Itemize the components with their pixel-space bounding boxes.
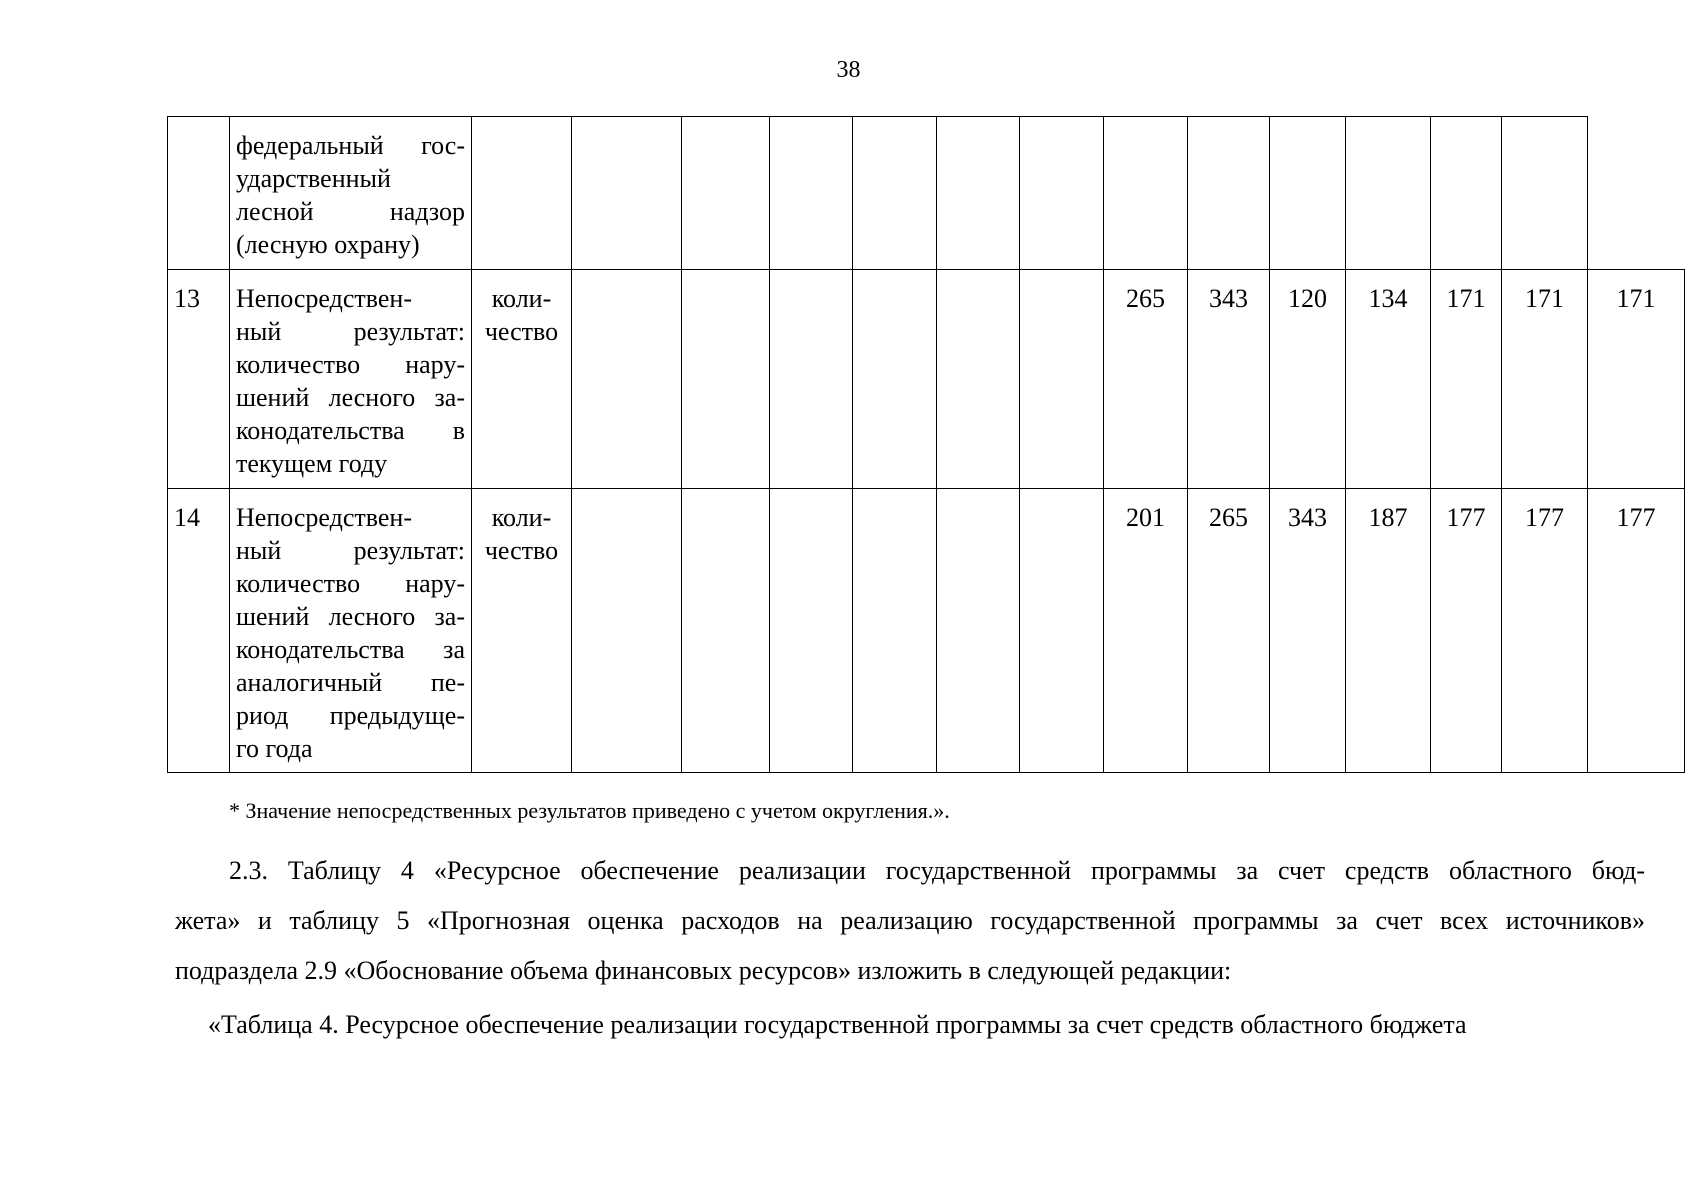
paragraph-line: подраздела 2.9 «Обоснование объема финансовых ресурсов» изложить в следующей редакции: [175, 956, 1232, 985]
unit-line: чество [484, 317, 559, 346]
value-cell [572, 489, 682, 773]
description-line: го года [236, 734, 313, 763]
row-number: 14 [168, 489, 230, 773]
value-cell: 177 [1502, 489, 1588, 773]
unit-line: коли- [491, 503, 552, 532]
value-cell [853, 270, 937, 489]
description-line: (лесную охрану) [236, 230, 420, 259]
description-line: текущем году [236, 449, 388, 478]
value-cell [937, 117, 1020, 270]
value-cell [1020, 489, 1104, 773]
indicator-table [167, 116, 1685, 773]
paragraph-line: 2.3. Таблицу 4 «Ресурсное обеспечение реализации государственной программы за счет средств областного бюд- [229, 856, 1645, 885]
value-cell: 265 [1104, 270, 1188, 489]
value-cell [770, 270, 853, 489]
value-cell [1020, 117, 1104, 270]
description-line: федеральный гос- [236, 131, 465, 160]
indicator-description [230, 270, 472, 489]
description-line: ударственный [236, 164, 391, 193]
unit-cell [472, 489, 572, 773]
value-cell [770, 489, 853, 773]
description-line: шений лесного за- [236, 602, 465, 631]
value-cell [682, 117, 770, 270]
value-cell [853, 117, 937, 270]
description-line: количество нару- [236, 569, 465, 598]
row-number [168, 117, 230, 270]
value-cell [1104, 117, 1188, 270]
value-cell [1431, 117, 1502, 270]
footnote: * Значение непосредственных результатов приведено с учетом округления.». [229, 798, 950, 823]
value-cell: 177 [1431, 489, 1502, 773]
value-cell [1502, 117, 1588, 270]
value-cell [682, 489, 770, 773]
value-cell: 201 [1104, 489, 1188, 773]
value-cell: 177 [1588, 489, 1685, 773]
table-row [168, 489, 1685, 773]
unit-line: чество [484, 536, 559, 565]
paragraph-line: жета» и таблицу 5 «Прогнозная оценка расходов на реализацию государственной программы за счет всех источников» [175, 906, 1645, 935]
unit-line: коли- [491, 284, 552, 313]
table-4-caption [208, 1000, 1648, 1050]
description-line: ный результат: [236, 317, 465, 346]
table-row [168, 270, 1685, 489]
value-cell: 171 [1588, 270, 1685, 489]
value-cell [1188, 117, 1270, 270]
value-cell: 265 [1188, 489, 1270, 773]
value-cell [572, 270, 682, 489]
value-cell [937, 489, 1020, 773]
indicator-description [230, 117, 472, 270]
value-cell: 171 [1502, 270, 1588, 489]
value-cell [937, 270, 1020, 489]
row-number: 13 [168, 270, 230, 489]
value-cell [853, 489, 937, 773]
description-line: аналогичный пе- [236, 668, 465, 697]
value-cell: 343 [1270, 489, 1346, 773]
unit-cell [472, 117, 572, 270]
description-line: Непосредствен- [236, 284, 412, 313]
value-cell: 187 [1346, 489, 1431, 773]
paragraph-line: «Таблица 4. Ресурсное обеспечение реализации государственной программы за счет средств областного бюджета [208, 1010, 1467, 1039]
value-cell [572, 117, 682, 270]
value-cell: 343 [1188, 270, 1270, 489]
value-cell [1346, 117, 1431, 270]
description-line: ный результат: [236, 536, 465, 565]
value-cell [1270, 117, 1346, 270]
description-line: лесной надзор [236, 197, 465, 226]
value-cell [682, 270, 770, 489]
description-line: конодательства за [236, 635, 465, 664]
description-line: Непосредствен- [236, 503, 412, 532]
page-number: 38 [836, 57, 861, 83]
unit-cell [472, 270, 572, 489]
paragraph-2-3 [175, 846, 1645, 996]
description-line: количество нару- [236, 350, 465, 379]
description-line: шений лесного за- [236, 383, 465, 412]
value-cell [1020, 270, 1104, 489]
value-cell: 120 [1270, 270, 1346, 489]
description-line: конодательства в [236, 416, 465, 445]
value-cell: 171 [1431, 270, 1502, 489]
value-cell: 134 [1346, 270, 1431, 489]
value-cell [770, 117, 853, 270]
table-row [168, 117, 1685, 270]
description-line: риод предыдуще- [236, 701, 465, 730]
indicator-description [230, 489, 472, 773]
